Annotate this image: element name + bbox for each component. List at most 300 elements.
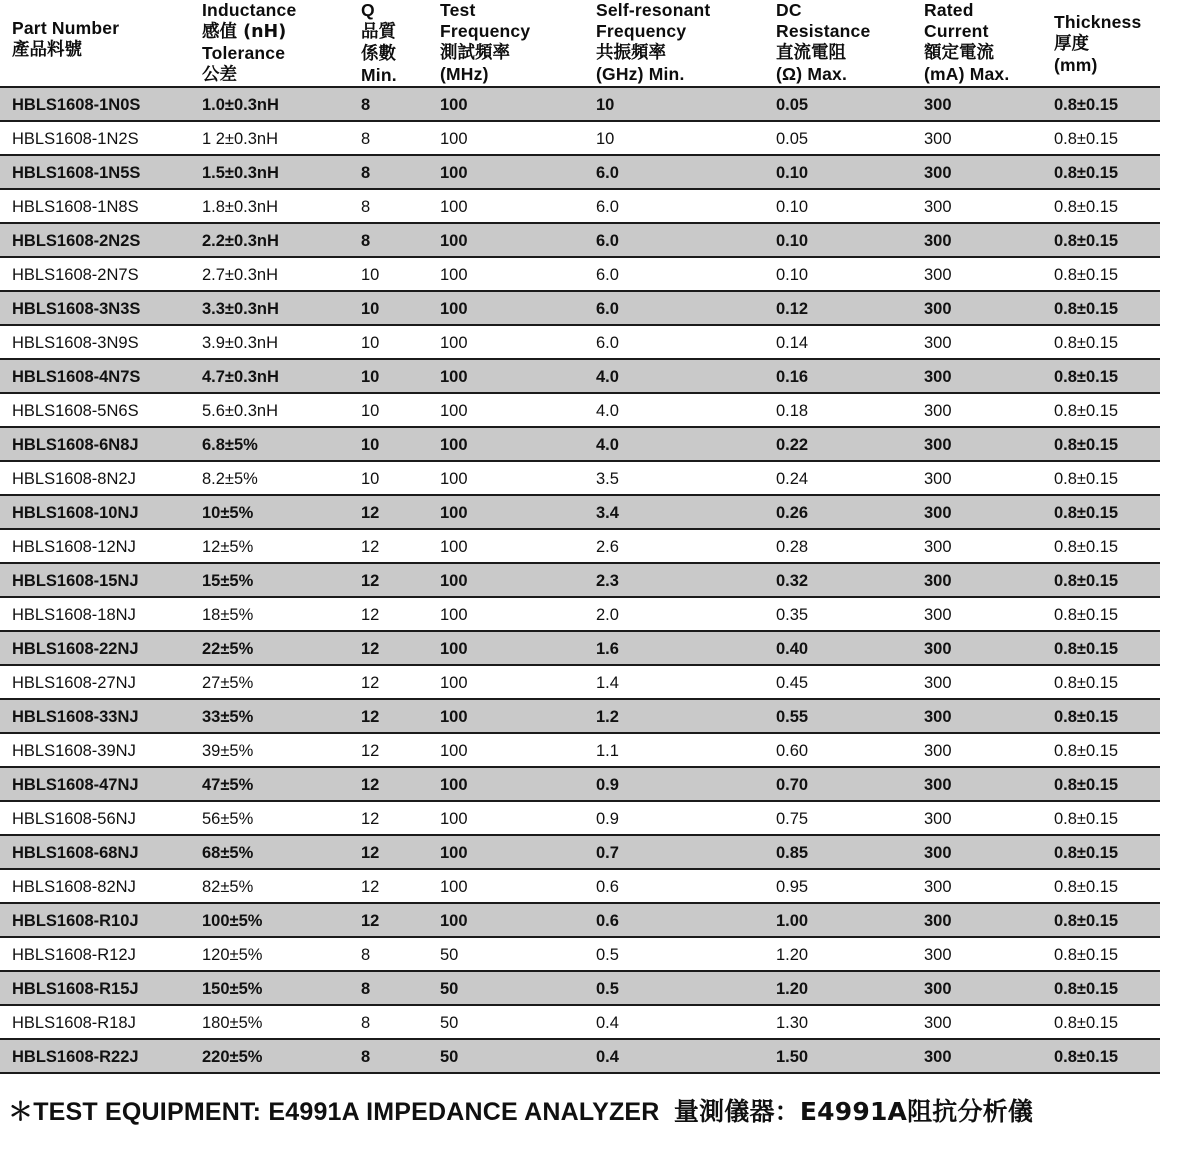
cell-rated_current: 300 <box>924 1014 952 1032</box>
cell-rated_current: 300 <box>924 232 952 250</box>
cell-dc_resistance: 0.60 <box>776 742 809 760</box>
table-row <box>0 664 1160 698</box>
cell-rated_current: 300 <box>924 266 952 284</box>
table-row <box>0 868 1160 902</box>
cell-self_resonant_frequency: 2.6 <box>596 538 619 556</box>
cell-thickness: 0.8±0.15 <box>1054 198 1119 216</box>
table-row <box>0 1004 1160 1038</box>
cell-test_frequency: 100 <box>440 96 468 114</box>
cell-test_frequency: 100 <box>440 504 468 522</box>
table-row <box>0 630 1160 664</box>
cell-test_frequency: 100 <box>440 538 468 556</box>
cell-thickness: 0.8±0.15 <box>1054 436 1119 454</box>
column-header-rated-current-en: Rated <box>924 0 974 20</box>
table-row <box>0 154 1160 188</box>
cell-self_resonant_frequency: 1.4 <box>596 674 619 692</box>
cell-test_frequency: 100 <box>440 402 468 420</box>
cell-thickness: 0.8±0.15 <box>1054 504 1119 522</box>
cell-dc_resistance: 0.12 <box>776 300 809 318</box>
cell-q: 10 <box>361 436 380 454</box>
cell-inductance: 100±5% <box>202 912 263 930</box>
cell-q: 8 <box>361 130 371 148</box>
cell-thickness: 0.8±0.15 <box>1054 572 1119 590</box>
cell-self_resonant_frequency: 0.6 <box>596 912 619 930</box>
cell-thickness: 0.8±0.15 <box>1054 912 1119 930</box>
cell-part_number: HBLS1608-10NJ <box>12 504 139 522</box>
cell-inductance: 68±5% <box>202 844 254 862</box>
cell-self_resonant_frequency: 0.4 <box>596 1048 619 1066</box>
cell-rated_current: 300 <box>924 878 952 896</box>
cell-q: 8 <box>361 1048 371 1066</box>
cell-q: 12 <box>361 912 380 930</box>
cell-rated_current: 300 <box>924 606 952 624</box>
cell-test_frequency: 50 <box>440 980 459 998</box>
cell-rated_current: 300 <box>924 912 952 930</box>
cell-rated_current: 300 <box>924 708 952 726</box>
table-row <box>0 970 1160 1004</box>
cell-thickness: 0.8±0.15 <box>1054 776 1119 794</box>
cell-q: 8 <box>361 232 371 250</box>
column-header-rated-current-zh: 額定電流 <box>924 43 994 63</box>
table-row <box>0 698 1160 732</box>
table-row <box>0 936 1160 970</box>
cell-inductance: 6.8±5% <box>202 436 258 454</box>
table-row <box>0 460 1160 494</box>
cell-thickness: 0.8±0.15 <box>1054 980 1119 998</box>
column-header-srf-qualifier: (GHz) Min. <box>596 64 685 84</box>
cell-self_resonant_frequency: 2.3 <box>596 572 619 590</box>
cell-dc_resistance: 0.10 <box>776 198 809 216</box>
column-header-dcr-en2: Resistance <box>776 21 871 41</box>
cell-dc_resistance: 0.85 <box>776 844 809 862</box>
cell-q: 12 <box>361 538 380 556</box>
cell-test_frequency: 100 <box>440 334 468 352</box>
cell-test_frequency: 100 <box>440 368 468 386</box>
cell-self_resonant_frequency: 1.2 <box>596 708 619 726</box>
table-row <box>0 902 1160 936</box>
cell-thickness: 0.8±0.15 <box>1054 606 1119 624</box>
table-row <box>0 222 1160 256</box>
cell-part_number: HBLS1608-8N2J <box>12 470 136 488</box>
cell-q: 10 <box>361 334 380 352</box>
table-row <box>0 494 1160 528</box>
cell-inductance: 3.9±0.3nH <box>202 334 279 352</box>
cell-dc_resistance: 1.50 <box>776 1048 809 1066</box>
cell-q: 12 <box>361 776 380 794</box>
column-header-rated-current-en2: Current <box>924 21 989 41</box>
table-row <box>0 562 1160 596</box>
column-header-thickness-zh: 厚度 <box>1054 34 1089 54</box>
cell-self_resonant_frequency: 1.6 <box>596 640 619 658</box>
cell-part_number: HBLS1608-6N8J <box>12 436 139 454</box>
table-row <box>0 426 1160 460</box>
cell-self_resonant_frequency: 0.7 <box>596 844 619 862</box>
cell-part_number: HBLS1608-22NJ <box>12 640 139 658</box>
cell-dc_resistance: 0.70 <box>776 776 809 794</box>
cell-dc_resistance: 0.18 <box>776 402 809 420</box>
cell-inductance: 1.5±0.3nH <box>202 164 279 182</box>
cell-thickness: 0.8±0.15 <box>1054 470 1119 488</box>
cell-self_resonant_frequency: 4.0 <box>596 436 619 454</box>
cell-q: 12 <box>361 640 380 658</box>
cell-rated_current: 300 <box>924 334 952 352</box>
cell-dc_resistance: 0.40 <box>776 640 809 658</box>
table-row <box>0 120 1160 154</box>
cell-self_resonant_frequency: 6.0 <box>596 232 619 250</box>
cell-rated_current: 300 <box>924 538 952 556</box>
cell-q: 10 <box>361 266 380 284</box>
column-header-q-en: Q <box>361 0 375 20</box>
cell-inductance: 56±5% <box>202 810 254 828</box>
cell-thickness: 0.8±0.15 <box>1054 810 1119 828</box>
cell-inductance: 47±5% <box>202 776 254 794</box>
cell-q: 10 <box>361 402 380 420</box>
cell-self_resonant_frequency: 6.0 <box>596 266 619 284</box>
cell-self_resonant_frequency: 6.0 <box>596 334 619 352</box>
cell-self_resonant_frequency: 0.5 <box>596 946 619 964</box>
cell-dc_resistance: 0.32 <box>776 572 809 590</box>
column-header-q-qualifier: Min. <box>361 65 397 85</box>
cell-part_number: HBLS1608-2N7S <box>12 266 139 284</box>
cell-inductance: 39±5% <box>202 742 254 760</box>
cell-thickness: 0.8±0.15 <box>1054 708 1119 726</box>
table-row <box>0 528 1160 562</box>
cell-q: 12 <box>361 708 380 726</box>
column-header-part-number-en: Part Number <box>12 18 120 38</box>
table-row <box>0 834 1160 868</box>
cell-part_number: HBLS1608-1N8S <box>12 198 139 216</box>
column-header-dc-resistance <box>776 0 870 85</box>
cell-thickness: 0.8±0.15 <box>1054 946 1119 964</box>
cell-self_resonant_frequency: 0.4 <box>596 1014 619 1032</box>
cell-test_frequency: 100 <box>440 266 468 284</box>
column-header-test-frequency-en: Test <box>440 0 476 20</box>
cell-part_number: HBLS1608-1N2S <box>12 130 139 148</box>
cell-thickness: 0.8±0.15 <box>1054 742 1119 760</box>
cell-thickness: 0.8±0.15 <box>1054 266 1119 284</box>
cell-rated_current: 300 <box>924 198 952 216</box>
cell-test_frequency: 100 <box>440 436 468 454</box>
cell-thickness: 0.8±0.15 <box>1054 164 1119 182</box>
cell-part_number: HBLS1608-82NJ <box>12 878 136 896</box>
cell-q: 8 <box>361 980 371 998</box>
table-row <box>0 596 1160 630</box>
cell-inductance: 220±5% <box>202 1048 263 1066</box>
cell-self_resonant_frequency: 0.9 <box>596 810 619 828</box>
cell-thickness: 0.8±0.15 <box>1054 878 1119 896</box>
column-header-inductance <box>202 0 296 86</box>
cell-dc_resistance: 0.45 <box>776 674 809 692</box>
cell-rated_current: 300 <box>924 436 952 454</box>
cell-thickness: 0.8±0.15 <box>1054 232 1119 250</box>
cell-test_frequency: 100 <box>440 674 468 692</box>
cell-self_resonant_frequency: 10 <box>596 130 615 148</box>
cell-thickness: 0.8±0.15 <box>1054 844 1119 862</box>
cell-part_number: HBLS1608-R12J <box>12 946 136 964</box>
cell-q: 10 <box>361 300 380 318</box>
cell-dc_resistance: 1.00 <box>776 912 809 930</box>
table-body <box>0 86 1188 1072</box>
cell-inductance: 1.8±0.3nH <box>202 198 279 216</box>
cell-part_number: HBLS1608-15NJ <box>12 572 139 590</box>
cell-inductance: 1 2±0.3nH <box>202 130 279 148</box>
column-header-q-unit: 係數 <box>361 44 396 64</box>
cell-inductance: 1.0±0.3nH <box>202 96 279 114</box>
cell-rated_current: 300 <box>924 402 952 420</box>
cell-rated_current: 300 <box>924 96 952 114</box>
column-header-thickness-unit: (mm) <box>1054 55 1098 75</box>
cell-test_frequency: 50 <box>440 1048 459 1066</box>
cell-part_number: HBLS1608-33NJ <box>12 708 139 726</box>
table-row <box>0 1038 1160 1072</box>
column-header-rated-current <box>924 0 1009 85</box>
cell-rated_current: 300 <box>924 470 952 488</box>
cell-thickness: 0.8±0.15 <box>1054 300 1119 318</box>
cell-inductance: 3.3±0.3nH <box>202 300 279 318</box>
cell-inductance: 8.2±5% <box>202 470 258 488</box>
cell-self_resonant_frequency: 10 <box>596 96 615 114</box>
cell-test_frequency: 100 <box>440 130 468 148</box>
cell-inductance: 22±5% <box>202 640 254 658</box>
cell-part_number: HBLS1608-18NJ <box>12 606 136 624</box>
column-header-test-frequency-qualifier: (MHz) <box>440 64 489 84</box>
cell-test_frequency: 100 <box>440 776 468 794</box>
cell-thickness: 0.8±0.15 <box>1054 96 1119 114</box>
column-header-inductance-zh: 感值 (nH) <box>202 22 287 42</box>
column-header-dcr-zh: 直流電阻 <box>776 43 846 63</box>
column-header-thickness-en: Thickness <box>1054 12 1142 32</box>
cell-thickness: 0.8±0.15 <box>1054 674 1119 692</box>
cell-q: 12 <box>361 878 380 896</box>
cell-q: 12 <box>361 606 380 624</box>
cell-thickness: 0.8±0.15 <box>1054 640 1119 658</box>
cell-part_number: HBLS1608-39NJ <box>12 742 136 760</box>
cell-rated_current: 300 <box>924 640 952 658</box>
table-bottom-rule <box>0 1072 1160 1074</box>
footnote-en: ＊TEST EQUIPMENT: E4991A IMPEDANCE ANALYZER <box>8 1098 660 1126</box>
column-header-dcr-en: DC <box>776 0 802 20</box>
cell-self_resonant_frequency: 3.4 <box>596 504 619 522</box>
cell-part_number: HBLS1608-3N3S <box>12 300 141 318</box>
cell-inductance: 120±5% <box>202 946 263 964</box>
table-row <box>0 256 1160 290</box>
cell-dc_resistance: 0.35 <box>776 606 809 624</box>
cell-q: 10 <box>361 470 380 488</box>
cell-thickness: 0.8±0.15 <box>1054 334 1119 352</box>
cell-q: 8 <box>361 1014 371 1032</box>
cell-rated_current: 300 <box>924 844 952 862</box>
cell-thickness: 0.8±0.15 <box>1054 130 1119 148</box>
table-row <box>0 324 1160 358</box>
test-equipment-footnote <box>8 1092 1033 1128</box>
cell-rated_current: 300 <box>924 810 952 828</box>
column-header-dcr-qualifier: (Ω) Max. <box>776 64 848 84</box>
cell-dc_resistance: 0.10 <box>776 164 809 182</box>
cell-dc_resistance: 0.22 <box>776 436 809 454</box>
cell-part_number: HBLS1608-27NJ <box>12 674 136 692</box>
cell-test_frequency: 100 <box>440 572 468 590</box>
cell-self_resonant_frequency: 1.1 <box>596 742 619 760</box>
cell-dc_resistance: 0.05 <box>776 96 809 114</box>
cell-dc_resistance: 0.24 <box>776 470 809 488</box>
cell-part_number: HBLS1608-R10J <box>12 912 139 930</box>
cell-test_frequency: 100 <box>440 606 468 624</box>
cell-rated_current: 300 <box>924 1048 952 1066</box>
cell-part_number: HBLS1608-R22J <box>12 1048 139 1066</box>
cell-q: 12 <box>361 572 380 590</box>
cell-dc_resistance: 0.75 <box>776 810 809 828</box>
table-row <box>0 800 1160 834</box>
cell-self_resonant_frequency: 6.0 <box>596 300 619 318</box>
cell-rated_current: 300 <box>924 776 952 794</box>
table-row <box>0 290 1160 324</box>
cell-q: 10 <box>361 368 380 386</box>
cell-inductance: 4.7±0.3nH <box>202 368 279 386</box>
cell-q: 8 <box>361 198 371 216</box>
cell-test_frequency: 100 <box>440 164 468 182</box>
cell-dc_resistance: 0.26 <box>776 504 809 522</box>
cell-dc_resistance: 0.28 <box>776 538 809 556</box>
cell-q: 12 <box>361 810 380 828</box>
cell-rated_current: 300 <box>924 300 952 318</box>
column-header-inductance-qualifier: 公差 <box>202 65 237 85</box>
cell-inductance: 18±5% <box>202 606 254 624</box>
cell-rated_current: 300 <box>924 742 952 760</box>
cell-self_resonant_frequency: 3.5 <box>596 470 619 488</box>
cell-part_number: HBLS1608-R15J <box>12 980 139 998</box>
cell-rated_current: 300 <box>924 572 952 590</box>
cell-q: 12 <box>361 504 380 522</box>
cell-test_frequency: 100 <box>440 470 468 488</box>
cell-dc_resistance: 0.10 <box>776 232 809 250</box>
cell-dc_resistance: 0.05 <box>776 130 809 148</box>
cell-inductance: 5.6±0.3nH <box>202 402 279 420</box>
cell-dc_resistance: 0.55 <box>776 708 809 726</box>
column-header-srf-en: Self-resonant <box>596 0 711 20</box>
cell-part_number: HBLS1608-3N9S <box>12 334 139 352</box>
cell-test_frequency: 100 <box>440 708 468 726</box>
column-header-self-resonant-frequency <box>596 0 710 85</box>
cell-part_number: HBLS1608-12NJ <box>12 538 136 556</box>
cell-test_frequency: 100 <box>440 912 468 930</box>
cell-rated_current: 300 <box>924 164 952 182</box>
column-header-q <box>361 0 397 86</box>
cell-thickness: 0.8±0.15 <box>1054 368 1119 386</box>
table-row <box>0 392 1160 426</box>
cell-inductance: 27±5% <box>202 674 254 692</box>
cell-part_number: HBLS1608-68NJ <box>12 844 139 862</box>
cell-dc_resistance: 0.95 <box>776 878 809 896</box>
cell-rated_current: 300 <box>924 946 952 964</box>
table-row <box>0 188 1160 222</box>
column-header-test-frequency-zh: 測試頻率 <box>440 43 510 63</box>
cell-dc_resistance: 1.20 <box>776 980 809 998</box>
column-header-q-zh: 品質 <box>361 22 396 42</box>
cell-rated_current: 300 <box>924 504 952 522</box>
cell-q: 8 <box>361 946 371 964</box>
cell-test_frequency: 100 <box>440 198 468 216</box>
cell-rated_current: 300 <box>924 674 952 692</box>
cell-inductance: 10±5% <box>202 504 254 522</box>
cell-self_resonant_frequency: 0.5 <box>596 980 619 998</box>
cell-test_frequency: 100 <box>440 844 468 862</box>
cell-dc_resistance: 0.16 <box>776 368 809 386</box>
cell-rated_current: 300 <box>924 980 952 998</box>
cell-test_frequency: 100 <box>440 640 468 658</box>
column-header-rated-current-qualifier: (mA) Max. <box>924 64 1010 84</box>
cell-part_number: HBLS1608-2N2S <box>12 232 141 250</box>
table-header <box>0 0 1188 86</box>
cell-q: 8 <box>361 164 371 182</box>
cell-test_frequency: 100 <box>440 232 468 250</box>
cell-test_frequency: 50 <box>440 946 459 964</box>
cell-dc_resistance: 1.20 <box>776 946 809 964</box>
cell-self_resonant_frequency: 0.9 <box>596 776 619 794</box>
column-header-srf-en2: Frequency <box>596 21 687 41</box>
cell-inductance: 12±5% <box>202 538 254 556</box>
cell-inductance: 2.7±0.3nH <box>202 266 279 284</box>
cell-test_frequency: 100 <box>440 742 468 760</box>
column-header-srf-zh: 共振頻率 <box>596 43 666 63</box>
cell-inductance: 82±5% <box>202 878 254 896</box>
cell-self_resonant_frequency: 6.0 <box>596 198 619 216</box>
cell-test_frequency: 50 <box>440 1014 459 1032</box>
column-header-part-number-zh: 產品料號 <box>12 40 82 60</box>
table-row <box>0 86 1160 120</box>
cell-part_number: HBLS1608-1N5S <box>12 164 141 182</box>
cell-inductance: 180±5% <box>202 1014 263 1032</box>
cell-part_number: HBLS1608-5N6S <box>12 402 139 420</box>
cell-part_number: HBLS1608-R18J <box>12 1014 136 1032</box>
cell-inductance: 15±5% <box>202 572 254 590</box>
cell-dc_resistance: 0.10 <box>776 266 809 284</box>
cell-q: 12 <box>361 844 380 862</box>
cell-thickness: 0.8±0.15 <box>1054 1014 1119 1032</box>
cell-self_resonant_frequency: 4.0 <box>596 402 619 420</box>
cell-self_resonant_frequency: 6.0 <box>596 164 619 182</box>
cell-part_number: HBLS1608-47NJ <box>12 776 139 794</box>
cell-part_number: HBLS1608-1N0S <box>12 96 141 114</box>
column-header-inductance-en: Inductance <box>202 0 297 20</box>
cell-part_number: HBLS1608-4N7S <box>12 368 141 386</box>
cell-test_frequency: 100 <box>440 810 468 828</box>
cell-rated_current: 300 <box>924 368 952 386</box>
column-header-thickness <box>1054 12 1141 76</box>
cell-dc_resistance: 0.14 <box>776 334 809 352</box>
cell-rated_current: 300 <box>924 130 952 148</box>
cell-thickness: 0.8±0.15 <box>1054 538 1119 556</box>
column-header-test-frequency-en2: Frequency <box>440 21 531 41</box>
cell-self_resonant_frequency: 0.6 <box>596 878 619 896</box>
cell-thickness: 0.8±0.15 <box>1054 402 1119 420</box>
table-row <box>0 358 1160 392</box>
cell-test_frequency: 100 <box>440 300 468 318</box>
table-row <box>0 766 1160 800</box>
cell-self_resonant_frequency: 4.0 <box>596 368 619 386</box>
cell-self_resonant_frequency: 2.0 <box>596 606 619 624</box>
column-header-test-frequency <box>440 0 530 85</box>
footnote-zh: 量測儀器：E4991A阻抗分析儀 <box>673 1097 1034 1126</box>
cell-inductance: 2.2±0.3nH <box>202 232 279 250</box>
cell-inductance: 150±5% <box>202 980 263 998</box>
column-header-inductance-unit: Tolerance <box>202 43 286 63</box>
cell-inductance: 33±5% <box>202 708 254 726</box>
cell-part_number: HBLS1608-56NJ <box>12 810 136 828</box>
table-row <box>0 732 1160 766</box>
cell-q: 12 <box>361 742 380 760</box>
column-header-part-number <box>12 18 119 61</box>
cell-q: 8 <box>361 96 371 114</box>
